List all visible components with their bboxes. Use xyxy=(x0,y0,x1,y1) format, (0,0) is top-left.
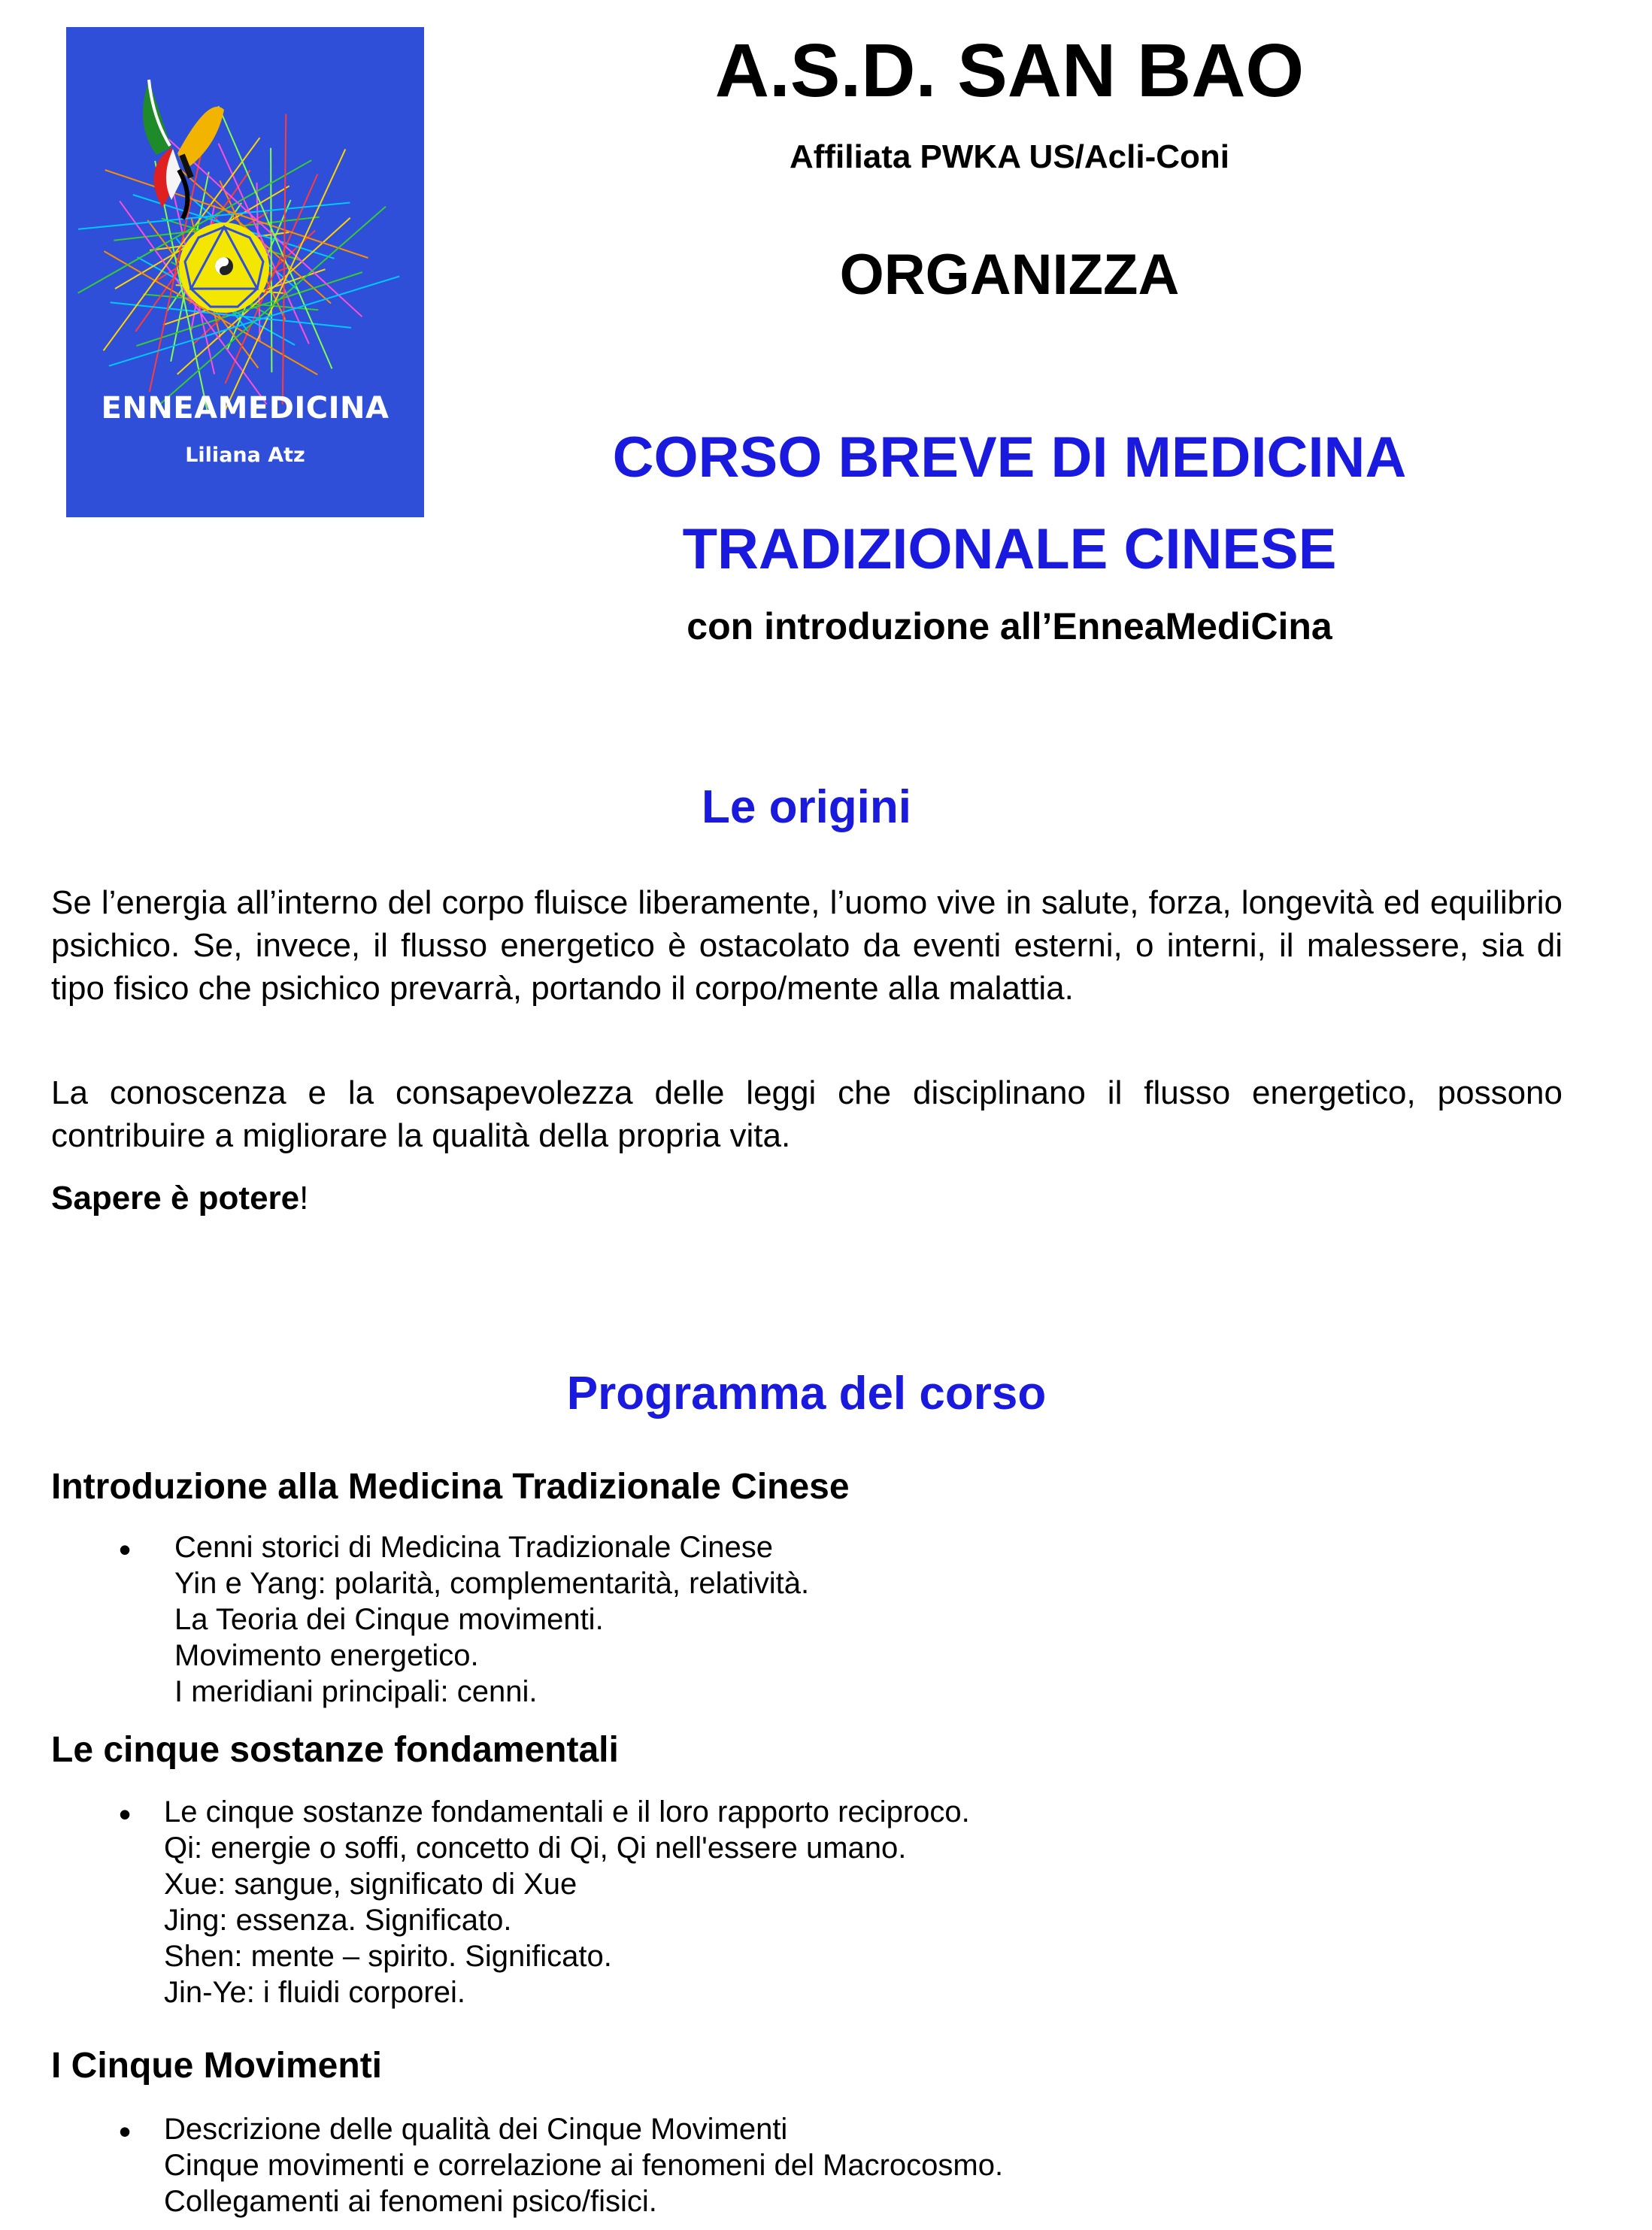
list-item: Qi: energie o soffi, concetto di Qi, Qi nell'essere umano. xyxy=(164,1832,907,1865)
section-list-intro xyxy=(174,1529,809,1710)
motto-text: Sapere è potere xyxy=(51,1180,300,1217)
course-title xyxy=(541,412,1478,595)
bullet-marker: • xyxy=(119,2112,132,2151)
logo-author: Liliana Atz xyxy=(185,444,305,467)
list-item: Jing: essenza. Significato. xyxy=(164,1904,512,1937)
course-subtitle: con introduzione all’EnneaMediCina xyxy=(687,605,1332,647)
section-list-movimenti xyxy=(164,2111,1003,2219)
section-heading-intro: Introduzione alla Medicina Tradizionale Cinese xyxy=(51,1467,850,1507)
bullet-marker: • xyxy=(119,1530,132,1569)
course-title-line2: TRADIZIONALE CINESE xyxy=(682,517,1337,581)
section-list-sostanze xyxy=(164,1794,970,2010)
section-heading-sostanze: Le cinque sostanze fondamentali xyxy=(51,1730,619,1770)
program-heading: Programma del corso xyxy=(566,1368,1047,1420)
list-item: Yin e Yang: polarità, complementarità, relatività. xyxy=(174,1567,810,1600)
bullet-marker: • xyxy=(119,1795,132,1834)
list-item: Shen: mente – spirito. Significato. xyxy=(164,1940,612,1973)
course-title-line1: CORSO BREVE DI MEDICINA xyxy=(612,426,1407,489)
list-item: Xue: sangue, significato di Xue xyxy=(164,1868,577,1901)
origins-paragraph-2: La conoscenza e la consapevolezza delle leggi che disciplinano il flusso energetico, possono contribuire a migliorare la qualità della propria vita. xyxy=(51,1074,1563,1154)
enneamedicina-logo xyxy=(66,27,424,517)
origins-paragraph-1: Se l’energia all’interno del corpo fluisce liberamente, l’uomo vive in salute, forza, longevità ed equilibrio psichico. Se, invece, il flusso energetico è ostacolato da eventi esterni, o interni, il malessere, sia di tipo fisico che psichico prevarrà, portando il corpo/mente alla malattia. xyxy=(51,884,1563,1007)
list-item: Descrizione delle qualità dei Cinque Movimenti xyxy=(164,2113,788,2146)
origins-heading: Le origini xyxy=(702,781,911,833)
list-item: Cinque movimenti e correlazione ai fenomeni del Macrocosmo. xyxy=(164,2149,1004,2182)
motto xyxy=(51,1177,1563,1220)
list-item: Le cinque sostanze fondamentali e il loro rapporto reciproco. xyxy=(164,1795,970,1829)
list-item: La Teoria dei Cinque movimenti. xyxy=(174,1603,604,1636)
motto-punctuation: ! xyxy=(299,1180,309,1217)
organization-name: A.S.D. SAN BAO xyxy=(714,29,1305,113)
affiliation: Affiliata PWKA US/Acli-Coni xyxy=(789,138,1230,175)
section-heading-movimenti: I Cinque Movimenti xyxy=(51,2046,383,2086)
spiral-line xyxy=(283,114,286,405)
list-item: Collegamenti ai fenomeni psico/fisici. xyxy=(164,2185,657,2218)
list-item: Jin-Ye: i fluidi corporei. xyxy=(164,1976,465,2009)
list-item: Movimento energetico. xyxy=(174,1639,479,1672)
list-item: I meridiani principali: cenni. xyxy=(174,1675,538,1708)
logo-title: ENNEAMEDICINA xyxy=(101,391,390,426)
organizza-label: ORGANIZZA xyxy=(839,243,1180,307)
list-item: Cenni storici di Medicina Tradizionale Cinese xyxy=(174,1531,773,1564)
